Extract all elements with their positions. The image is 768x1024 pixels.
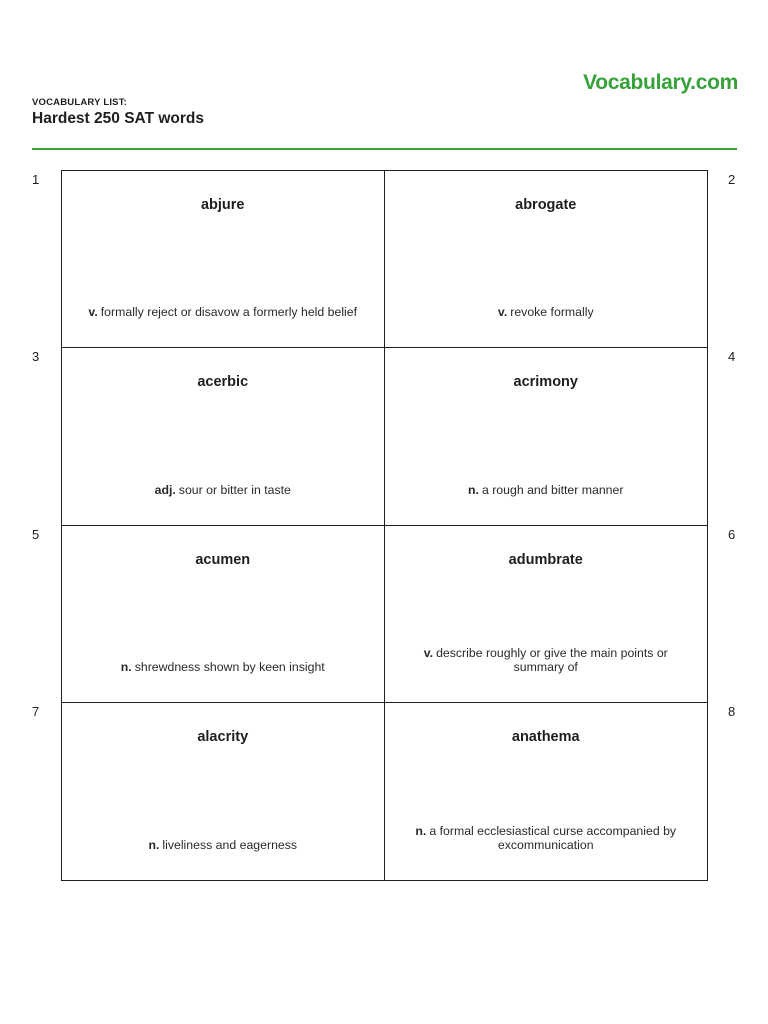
- definition-text: revoke formally: [510, 305, 594, 320]
- page-title: Hardest 250 SAT words: [32, 110, 204, 127]
- part-of-speech: n.: [468, 482, 479, 497]
- part-of-speech: n.: [415, 824, 427, 838]
- flashcard: [385, 526, 708, 703]
- definition-text: liveliness and eagerness: [162, 838, 298, 852]
- card-number: 3: [32, 349, 40, 364]
- flashcard: [62, 703, 385, 880]
- header-divider: [32, 148, 737, 150]
- card-definition: [399, 824, 694, 852]
- part-of-speech: v.: [423, 645, 434, 660]
- card-definition: [76, 660, 370, 674]
- card-word: abjure: [200, 197, 245, 213]
- flashcard: [62, 171, 385, 348]
- vocabulary-logo[interactable]: Vocabulary.com: [583, 71, 738, 94]
- card-definition: [76, 483, 370, 497]
- definition-text: sour or bitter in taste: [178, 482, 291, 497]
- definition-text: a rough and bitter manner: [481, 482, 624, 497]
- card-number: 5: [32, 527, 40, 542]
- card-word: acumen: [195, 551, 251, 568]
- definition-text: formally reject or disavow a formerly held belief: [100, 305, 358, 320]
- card-word: anathema: [511, 728, 580, 745]
- flashcard-grid: [61, 170, 708, 881]
- card-number: 1: [32, 172, 40, 187]
- card-word: adumbrate: [508, 551, 583, 568]
- card-word: abrogate: [515, 197, 577, 213]
- part-of-speech: adj.: [154, 482, 176, 497]
- card-definition: [399, 305, 694, 319]
- card-word: acrimony: [513, 374, 578, 391]
- card-definition: [76, 838, 370, 852]
- flashcard: [385, 348, 708, 525]
- flashcard: [385, 171, 708, 348]
- card-word: acerbic: [197, 374, 249, 391]
- card-word: alacrity: [197, 728, 249, 745]
- card-number: 4: [728, 349, 736, 364]
- definition-text: shrewdness shown by keen insight: [134, 659, 325, 674]
- card-definition: [399, 646, 694, 674]
- flashcard: [62, 526, 385, 703]
- card-number: 2: [728, 172, 736, 187]
- flashcard: [385, 703, 708, 880]
- list-label: VOCABULARY LIST:: [32, 97, 128, 108]
- flashcard: [62, 348, 385, 525]
- card-number: 6: [728, 527, 736, 542]
- card-number: 8: [728, 704, 736, 719]
- part-of-speech: v.: [88, 305, 98, 320]
- card-number: 7: [32, 704, 40, 719]
- part-of-speech: n.: [120, 659, 132, 674]
- definition-text: describe roughly or give the main points or summary of: [436, 645, 668, 674]
- card-definition: [399, 483, 694, 497]
- part-of-speech: n.: [148, 838, 160, 852]
- part-of-speech: v.: [497, 305, 508, 320]
- definition-text: a formal ecclesiastical curse accompanied by excommunication: [429, 824, 677, 852]
- card-definition: [76, 305, 370, 319]
